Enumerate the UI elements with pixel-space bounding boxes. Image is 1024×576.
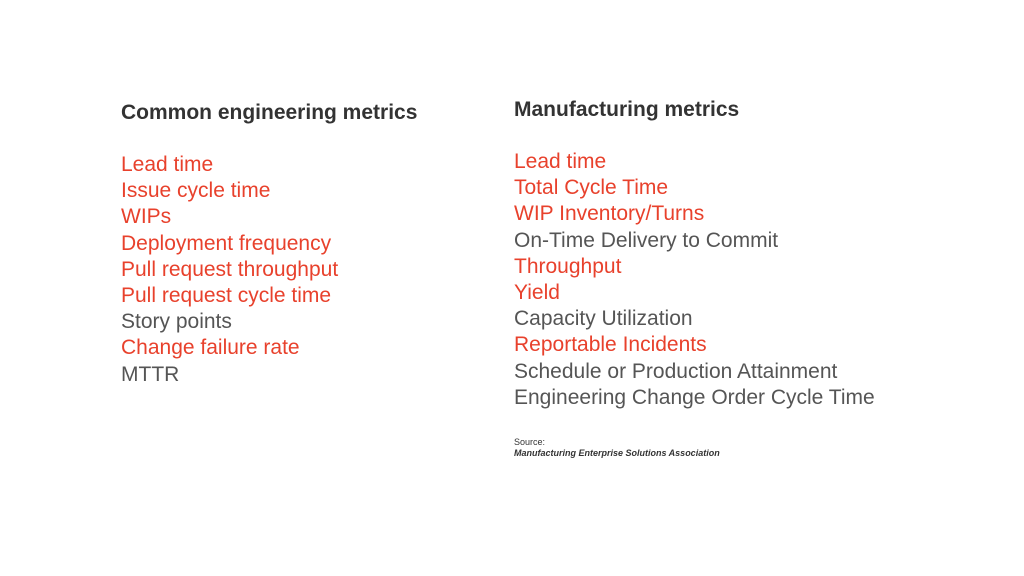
source-note <box>514 437 720 459</box>
metric-item: Engineering Change Order Cycle Time <box>514 385 875 409</box>
metric-item: WIPs <box>121 205 172 229</box>
metric-item: Lead time <box>514 150 607 173</box>
metric-item: Capacity Utilization <box>514 307 693 331</box>
metric-item: Pull request cycle time <box>121 284 332 308</box>
manufacturing-metrics-heading: Manufacturing metrics <box>514 98 740 121</box>
metric-item: On-Time Delivery to Commit <box>514 228 779 252</box>
metric-item: Lead time <box>121 153 214 176</box>
metric-item: Schedule or Production Attainment <box>514 359 838 383</box>
metric-item: Total Cycle Time <box>514 176 669 200</box>
metric-item: Story points <box>121 310 232 334</box>
metric-item: Issue cycle time <box>121 179 271 203</box>
metric-item: Reportable Incidents <box>514 333 707 357</box>
metric-item: Change failure rate <box>121 336 300 360</box>
metric-item: MTTR <box>121 362 180 386</box>
source-label: Source: <box>514 437 546 447</box>
source-name: Manufacturing Enterprise Solutions Association <box>514 448 720 458</box>
metric-item: Yield <box>514 281 560 305</box>
metric-item: WIP Inventory/Turns <box>514 202 705 226</box>
engineering-metrics-heading: Common engineering metrics <box>121 101 418 124</box>
metric-item: Throughput <box>514 254 622 278</box>
engineering-metrics-list <box>121 152 338 388</box>
manufacturing-metrics-list <box>514 149 875 411</box>
metric-item: Pull request throughput <box>121 257 339 281</box>
metric-item: Deployment frequency <box>121 231 332 255</box>
